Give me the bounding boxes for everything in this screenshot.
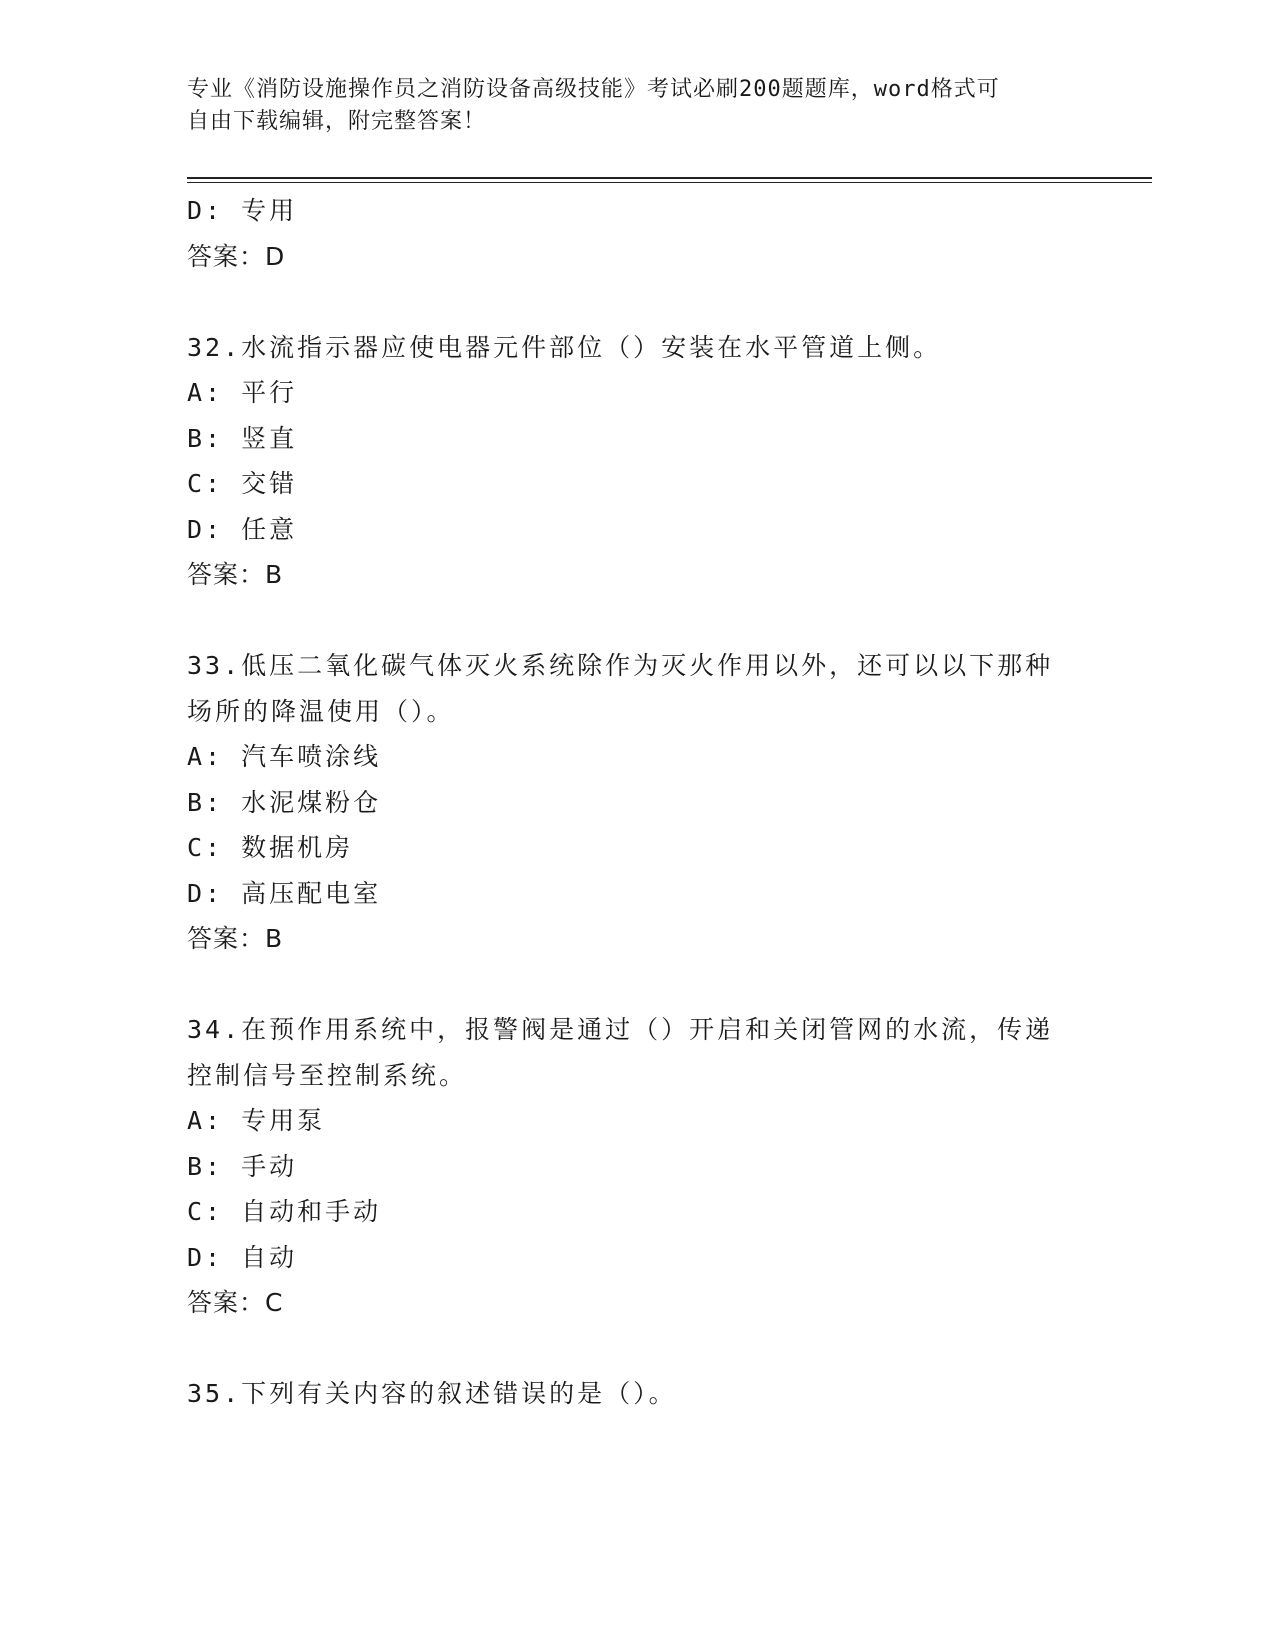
answer: 答案：C — [187, 1288, 284, 1317]
question-stem: 35.下列有关内容的叙述错误的是（）。 — [187, 1379, 677, 1408]
answer: 答案：B — [187, 924, 284, 953]
option-d: D: 任意 — [187, 514, 298, 544]
document-header — [187, 74, 1087, 138]
question-list — [187, 188, 1087, 1417]
question-33 — [187, 643, 1087, 962]
spacer — [187, 598, 1087, 644]
header-divider-thick — [187, 177, 1152, 179]
spacer — [187, 962, 1087, 1008]
question-stem: 32.水流指示器应使电器元件部位（）安装在水平管道上侧。 — [187, 332, 942, 362]
option-b: B: 手动 — [187, 1151, 298, 1181]
question-stem-line-1: 33.低压二氧化碳气体灭火系统除作为灭火作用以外，还可以以下那种 — [187, 651, 1054, 680]
option-a: A: 专用泵 — [187, 1106, 326, 1135]
option-a: A: 汽车喷涂线 — [187, 742, 382, 771]
option-b: B: 水泥煤粉仓 — [187, 787, 382, 817]
question-stem-line-1: 34.在预作用系统中，报警阀是通过（）开启和关闭管网的水流，传递 — [187, 1015, 1054, 1044]
question-stem-line-2: 场所的降温使用（）。 — [187, 696, 455, 726]
option-c: C: 数据机房 — [187, 833, 354, 862]
option-c: C: 交错 — [187, 469, 298, 498]
header-divider-thin — [187, 182, 1152, 183]
answer: 答案：B — [187, 560, 284, 589]
prev-option-d: D: 专用 — [187, 196, 298, 225]
question-35 — [187, 1371, 1087, 1417]
prev-answer: 答案：D — [187, 241, 286, 271]
question-stem-line-2: 控制信号至控制系统。 — [187, 1060, 468, 1090]
option-d: D: 自动 — [187, 1242, 298, 1272]
spacer — [187, 1326, 1087, 1372]
option-c: C: 自动和手动 — [187, 1197, 382, 1226]
option-a: A: 平行 — [187, 378, 298, 407]
header-line-1: 专业《消防设施操作员之消防设备高级技能》考试必刷200题题库，word格式可 — [187, 77, 1000, 102]
header-line-2: 自由下载编辑，附完整答案！ — [187, 109, 487, 134]
option-d: D: 高压配电室 — [187, 878, 382, 908]
question-34 — [187, 1007, 1087, 1326]
question-32 — [187, 325, 1087, 598]
spacer — [187, 279, 1087, 325]
option-b: B: 竖直 — [187, 423, 298, 453]
